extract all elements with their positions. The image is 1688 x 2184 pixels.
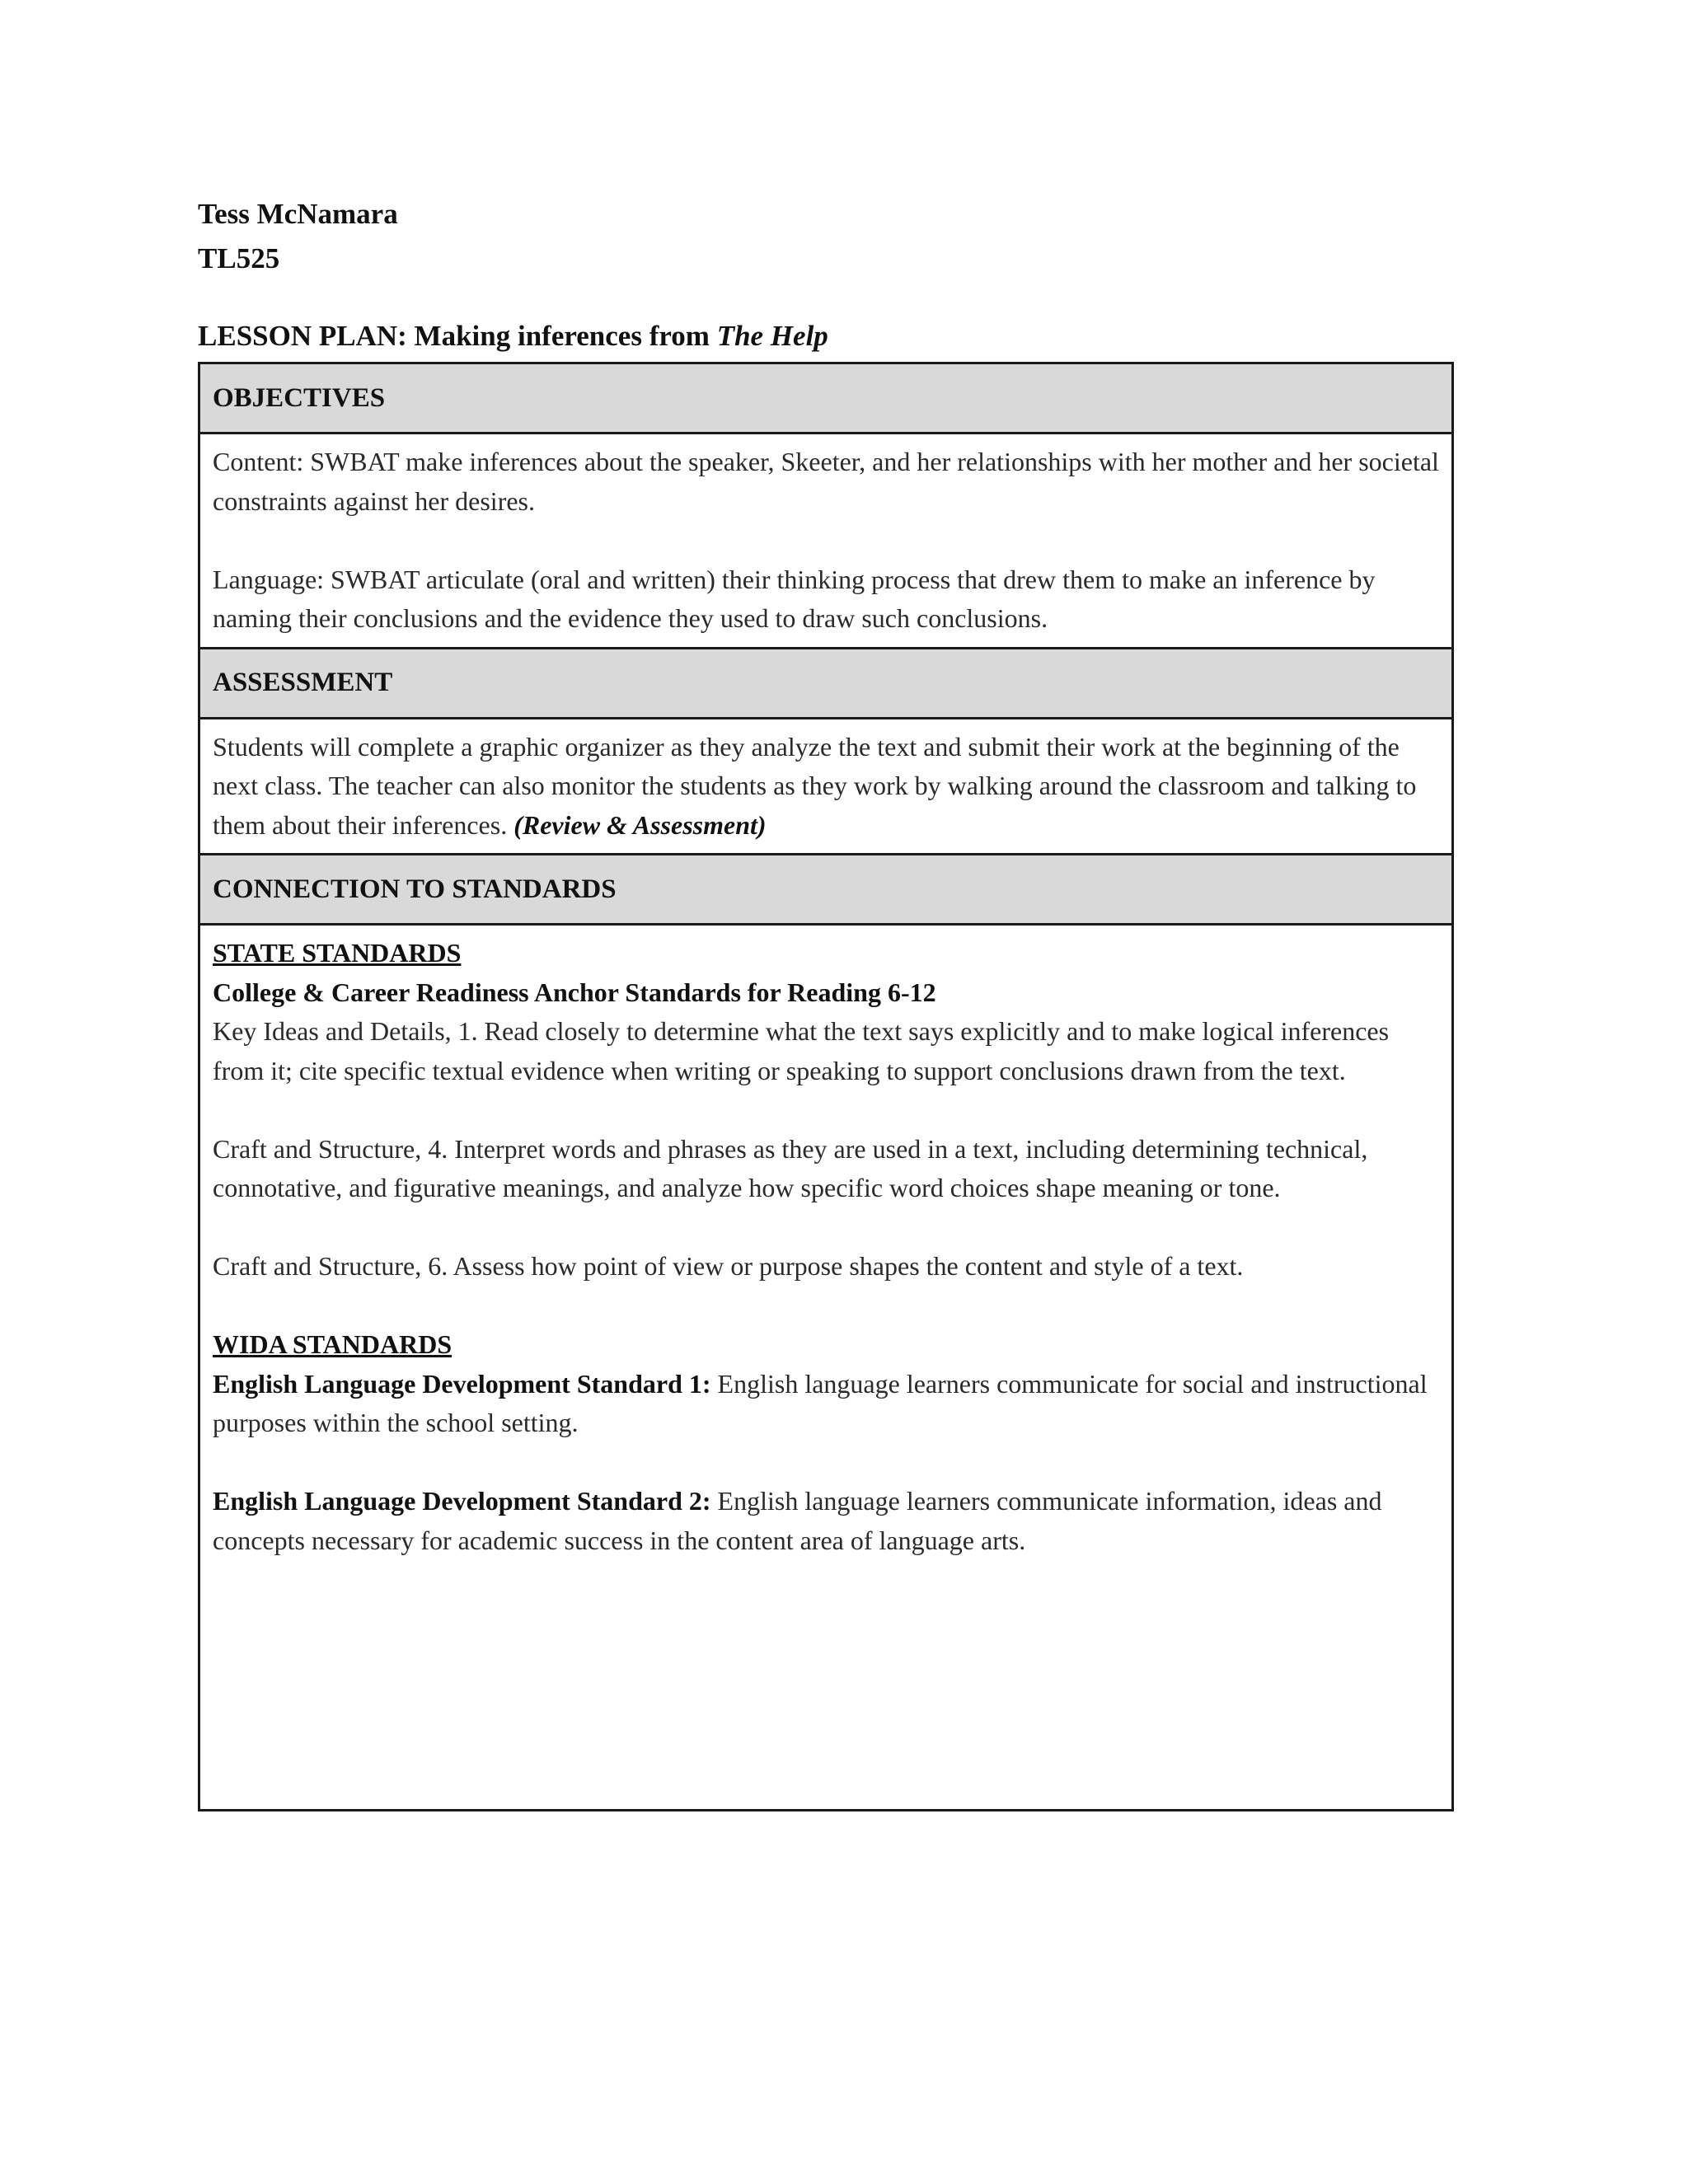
standard-craft-structure-6: Craft and Structure, 6. Assess how point of view or purpose shapes the content and style of a text. bbox=[213, 1251, 1244, 1281]
content-objective: Content: SWBAT make inferences about the speaker, Skeeter, and her relationships with her mother and her societal constraints against her desires. bbox=[213, 447, 1439, 516]
standard-craft-structure-4: Craft and Structure, 4. Interpret words and phrases as they are used in a text, including determining technical, connotative, and figurative meanings, and analyze how specific word choices shape meaning or tone. bbox=[213, 1133, 1368, 1202]
eld-standard-2 bbox=[213, 1482, 1439, 1560]
objectives-body bbox=[199, 434, 1453, 649]
eld-standard-1-label: English Language Development Standard 1: bbox=[213, 1368, 711, 1399]
language-objective: Language: SWBAT articulate (oral and written) their thinking process that drew them to make an inference by naming their conclusions and the evidence they used to draw such conclusions. bbox=[213, 564, 1376, 633]
book-title: The Help bbox=[716, 320, 828, 352]
eld-standard-2-label: English Language Development Standard 2: bbox=[213, 1486, 711, 1516]
anchor-standards-heading: College & Career Readiness Anchor Standards for Reading 6-12 bbox=[213, 977, 936, 1007]
assessment-body bbox=[199, 718, 1453, 855]
state-standards-heading: STATE STANDARDS bbox=[213, 938, 462, 968]
lesson-plan-title-prefix: LESSON PLAN: Making inferences from bbox=[198, 320, 710, 352]
lesson-plan-title bbox=[198, 318, 828, 354]
assessment-heading: ASSESSMENT bbox=[199, 648, 1453, 718]
author-name: Tess McNamara bbox=[198, 198, 398, 230]
eld-standard-1 bbox=[213, 1365, 1439, 1443]
eld-standard-2-text: English language learners communicate information, ideas and concepts necessary for academic success in the content area of language arts. bbox=[213, 1486, 1382, 1555]
course-code: TL525 bbox=[198, 242, 280, 274]
assessment-paragraph bbox=[213, 728, 1439, 846]
standards-heading: CONNECTION TO STANDARDS bbox=[199, 855, 1453, 925]
wida-standards-heading: WIDA STANDARDS bbox=[213, 1329, 452, 1359]
standard-key-ideas-1: Key Ideas and Details, 1. Read closely to determine what the text says explicitly and to make logical inferences from it; cite specific textual evidence when writing or speaking to support conclusions drawn from the text. bbox=[213, 1016, 1390, 1085]
eld-standard-1-text: English language learners communicate for social and instructional purposes within the school setting. bbox=[213, 1368, 1428, 1437]
objectives-heading: OBJECTIVES bbox=[199, 363, 1453, 434]
assessment-text: Students will complete a graphic organizer as they analyze the text and submit their work at the beginning of the next class. The teacher can also monitor the students as they work by walking around the classroom and talking to them about their inferences. bbox=[213, 731, 1417, 840]
assessment-tag: (Review & Assessment) bbox=[513, 809, 767, 840]
standards-body bbox=[199, 925, 1453, 1811]
lesson-plan-table bbox=[198, 362, 1454, 1811]
